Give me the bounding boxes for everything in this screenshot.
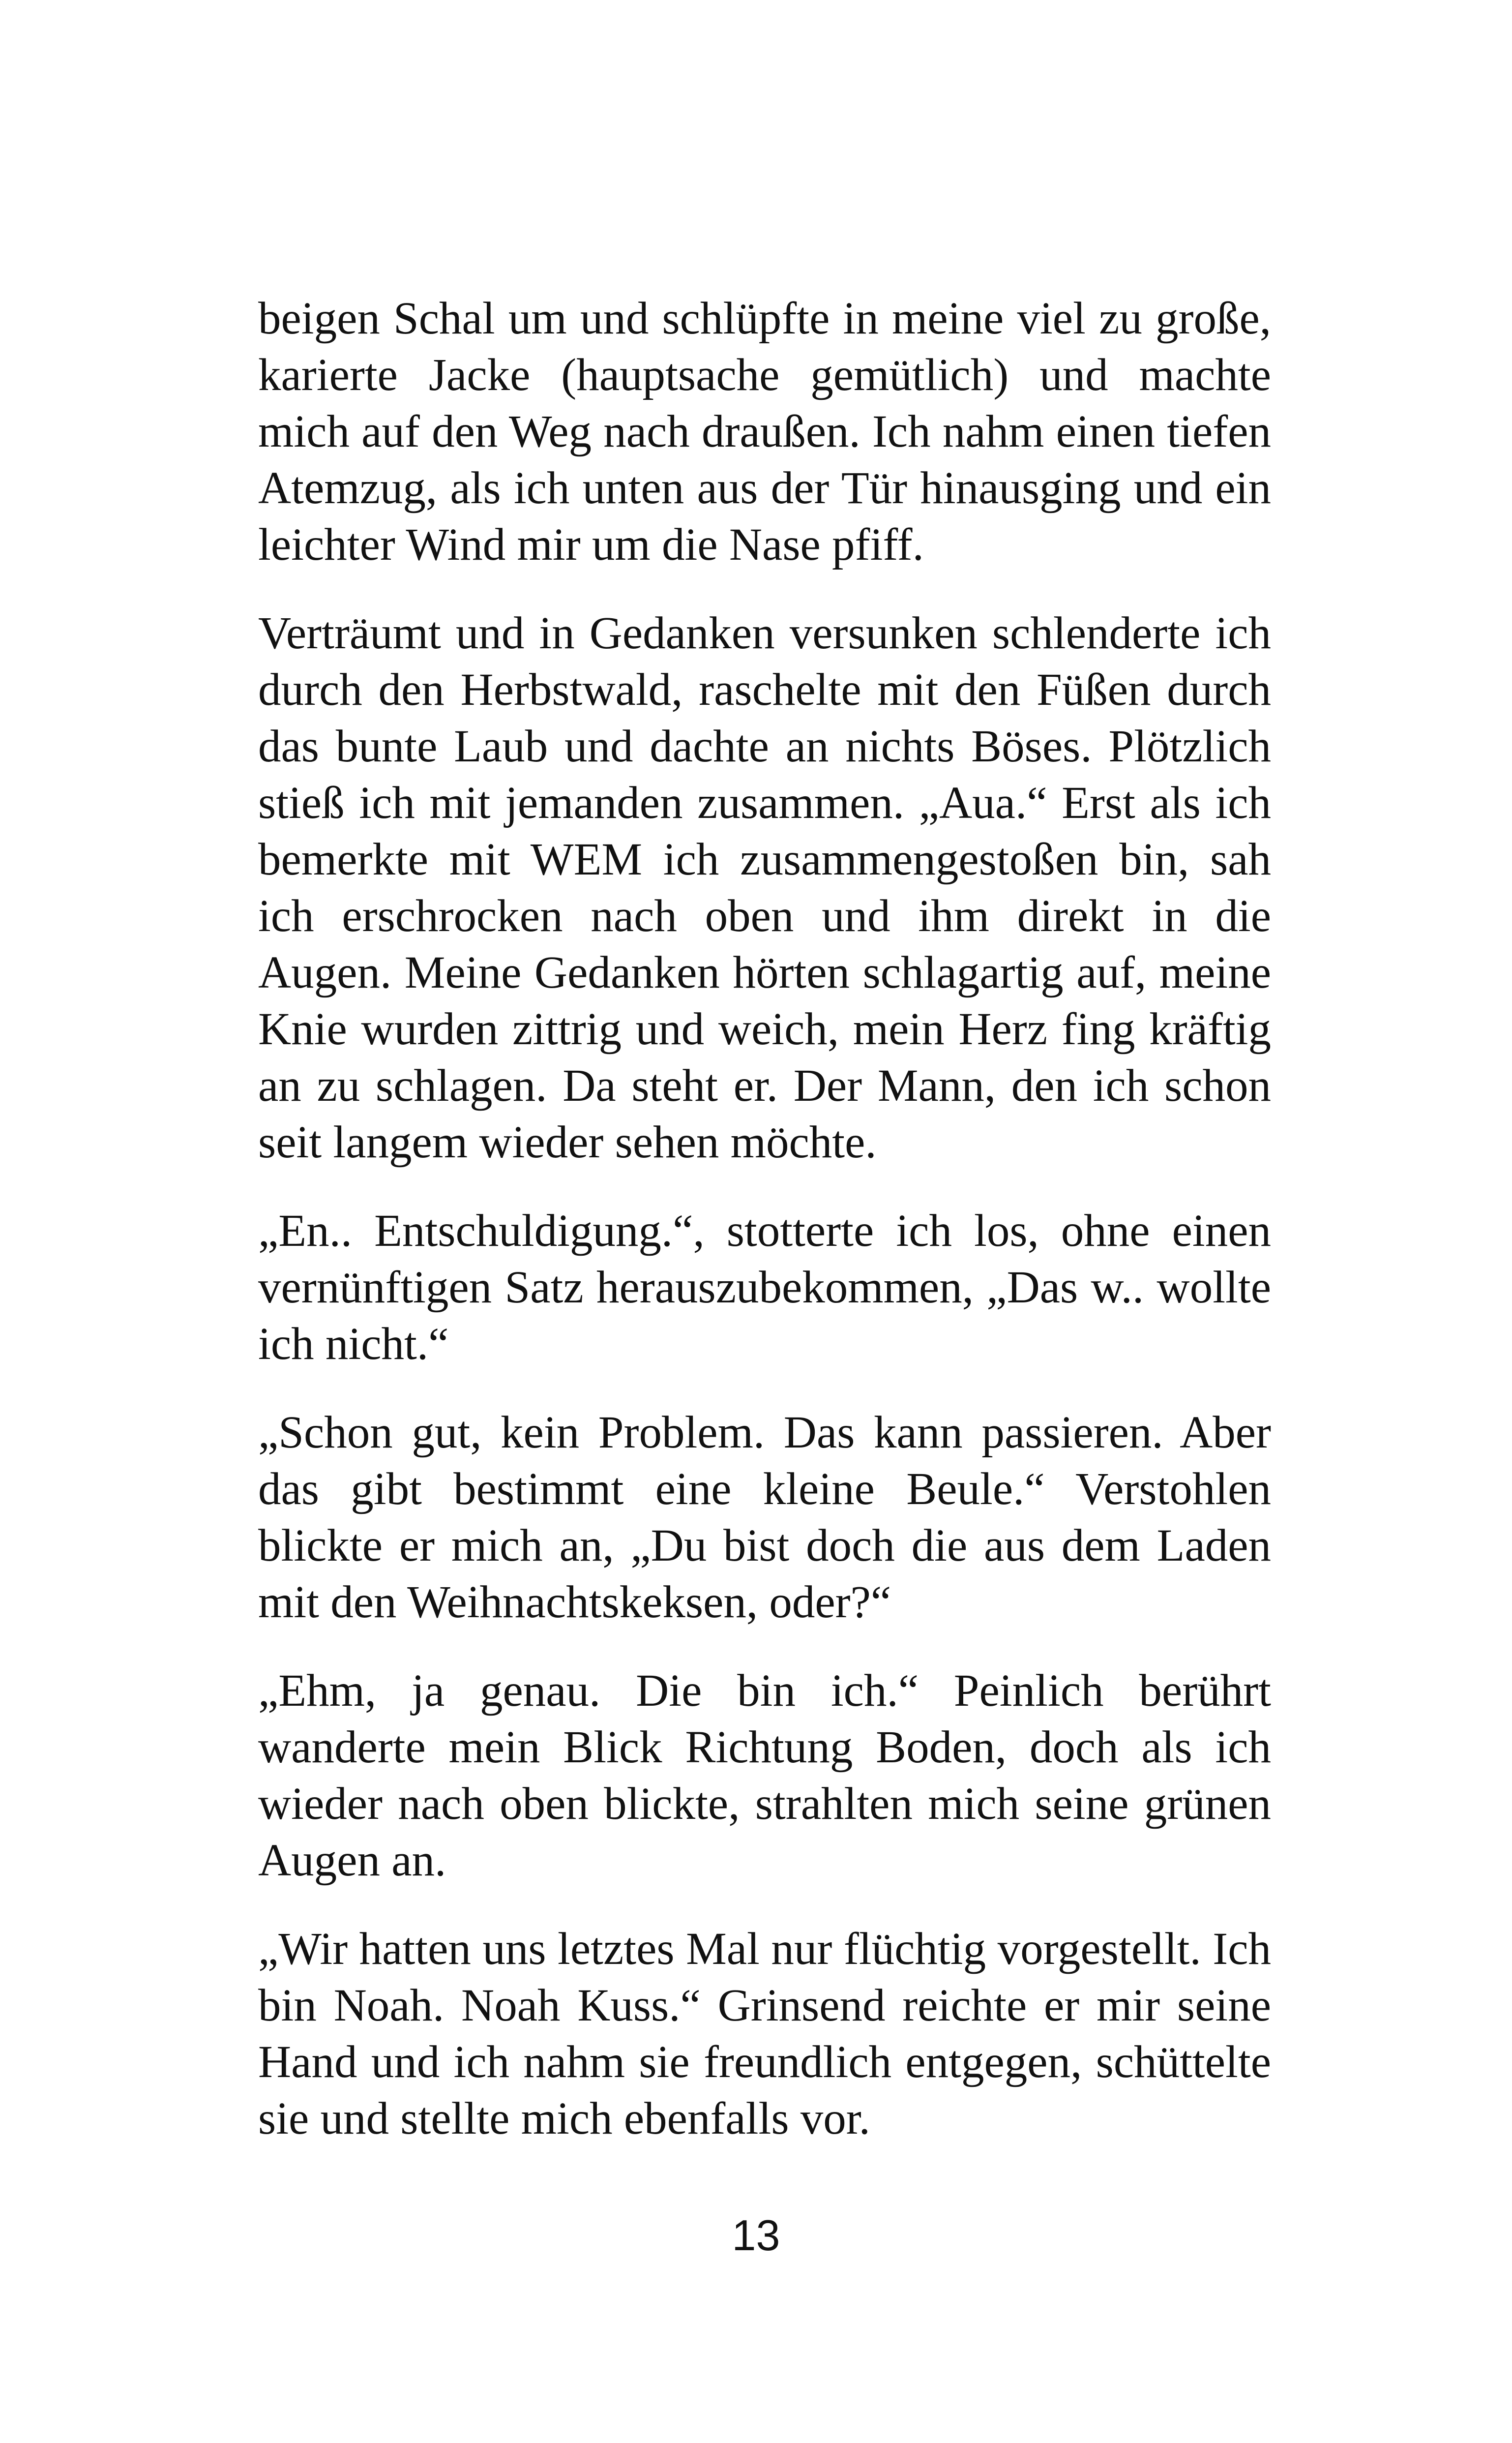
paragraph: Verträumt und in Gedanken versunken schlenderte ich durch den Herbstwald, raschelte mit den Füßen durch das bunte Laub und dachte an nichts Böses. Plötzlich stieß ich mit jemanden zusammen. „Aua.“ Erst als ich bemerkte mit WEM ich zusammengestoßen bin, sah ich erschrocken nach oben und ihm direkt in die Augen. Meine Gedanken hörten schlagartig auf, meine Knie wurden zittrig und weich, mein Herz fing kräftig an zu schlagen. Da steht er. Der Mann, den ich schon seit langem wieder sehen möchte. (258, 608, 1271, 1168)
page-number: 13 (732, 2211, 780, 2260)
paragraph: beigen Schal um und schlüpfte in meine viel zu große, karierte Jacke (hauptsache gemütlich) und machte mich auf den Weg nach draußen. Ich nahm einen tiefen Atemzug, als ich unten aus der Tür hinausging und ein leichter Wind mir um die Nase pfiff. (258, 293, 1271, 570)
paragraph: „Ehm, ja genau. Die bin ich.“ Peinlich berührt wanderte mein Blick Richtung Boden, doch als ich wieder nach oben blickte, strahlten mich seine grünen Augen an. (258, 1665, 1271, 1886)
paragraph: „Wir hatten uns letztes Mal nur flüchtig vorgestellt. Ich bin Noah. Noah Kuss.“ Grinsend reichte er mir seine Hand und ich nahm sie freundlich entgegen, schüttelte sie und stellte mich ebenfalls vor. (258, 1924, 1271, 2144)
paragraph: „En.. Entschuldigung.“, stotterte ich los, ohne einen vernünftigen Satz herauszubekommen, „Das w.. wollte ich nicht.“ (258, 1206, 1271, 1369)
body-text (258, 290, 1271, 2179)
paragraph: „Schon gut, kein Problem. Das kann passieren. Aber das gibt bestimmt eine kleine Beule.“ Verstohlen blickte er mich an, „Du bist doch die aus dem Laden mit den Weihnachtskeksen, oder?“ (258, 1407, 1271, 1628)
